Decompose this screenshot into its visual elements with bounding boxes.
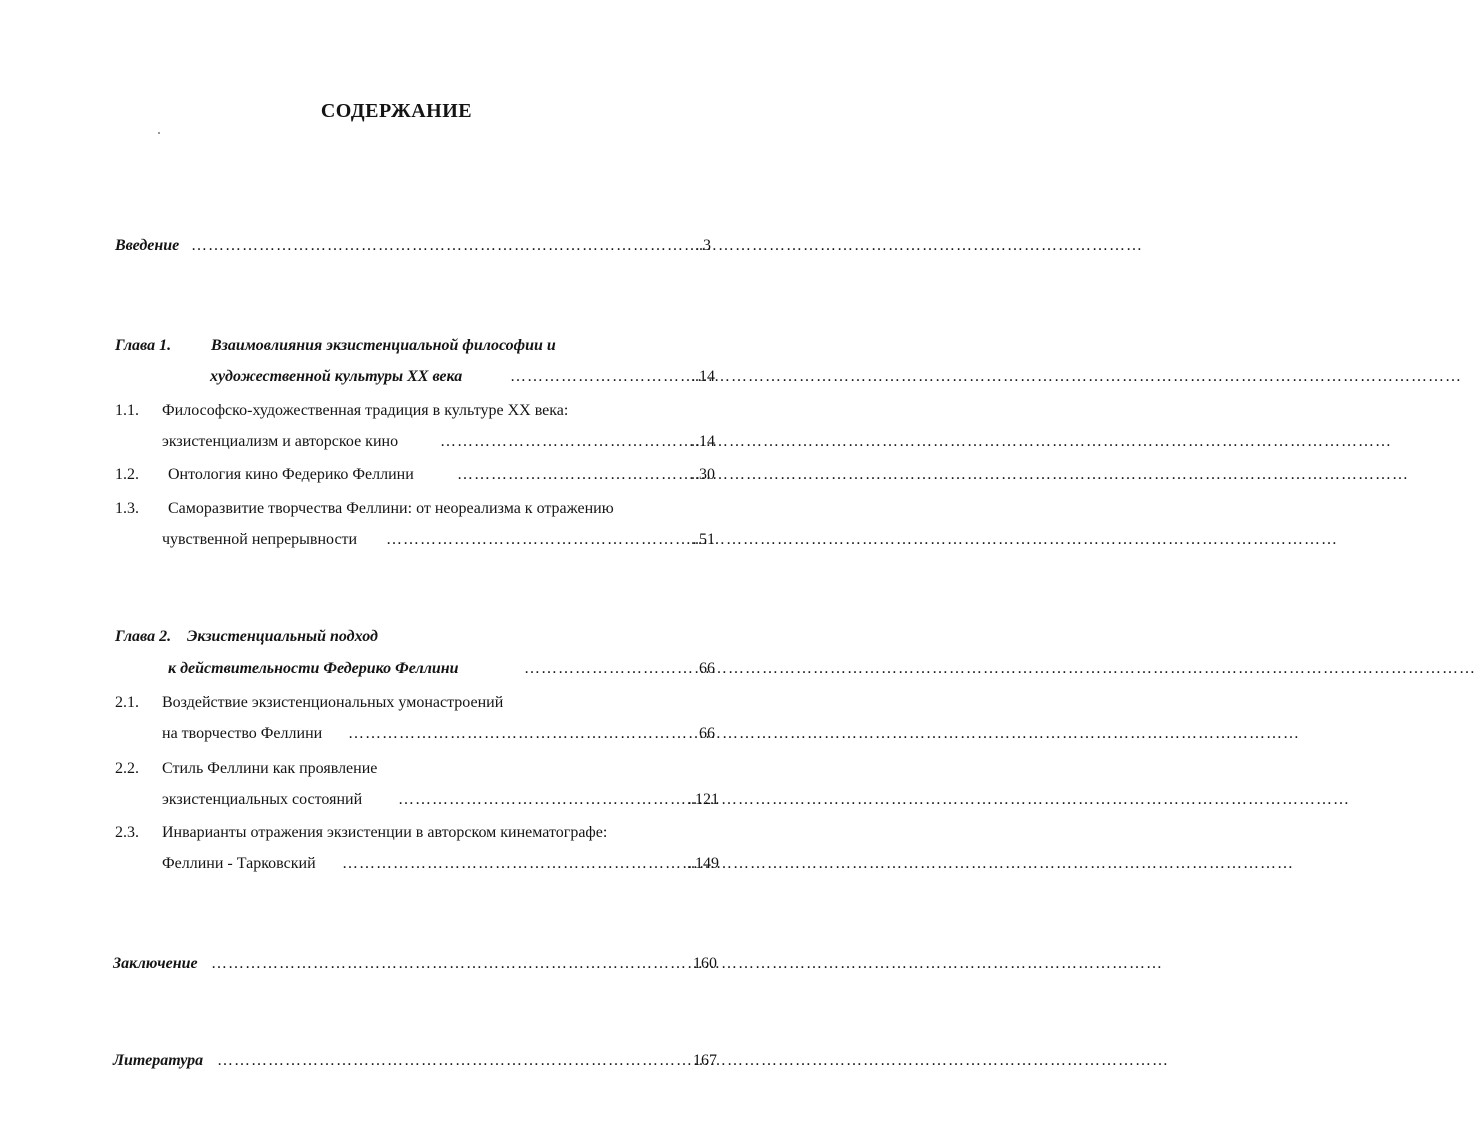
section-title-cont: Феллини - Тарковский bbox=[162, 855, 316, 872]
page-number: ..149 bbox=[687, 855, 719, 872]
toc-section-2-1-line1[interactable] bbox=[162, 690, 715, 716]
page-number: ..121 bbox=[687, 791, 719, 808]
section-number: 1.2. bbox=[115, 466, 139, 483]
toc-entry-conclusion[interactable] bbox=[113, 951, 717, 977]
toc-section-2-3-line2[interactable] bbox=[162, 851, 719, 877]
chapter-title: Взаимовлияния экзистенциальной философии и bbox=[211, 337, 556, 354]
leader-dots bbox=[440, 429, 685, 455]
section-title-cont: экзистенциальных состояний bbox=[162, 791, 363, 808]
leader-dots bbox=[510, 364, 685, 390]
toc-section-1-1-line2[interactable] bbox=[162, 429, 715, 455]
toc-entry-literature[interactable] bbox=[113, 1048, 717, 1074]
leader-dots bbox=[348, 721, 687, 747]
entry-label: Литература bbox=[113, 1052, 204, 1069]
section-title-cont: экзистенциализм и авторское кино bbox=[162, 433, 399, 450]
toc-section-1-2[interactable] bbox=[168, 462, 715, 488]
section-title: Инварианты отражения экзистенции в авторском кинематографе: bbox=[162, 824, 608, 841]
entry-label: Введение bbox=[115, 237, 180, 254]
toc-chapter-2-line2[interactable] bbox=[168, 656, 715, 682]
leader-dots bbox=[386, 527, 685, 553]
section-title: Онтология кино Федерико Феллини bbox=[168, 466, 414, 483]
chapter-title-cont: к действительности Федерико Феллини bbox=[168, 660, 459, 677]
section-number: 1.1. bbox=[115, 402, 139, 419]
page-title: СОДЕРЖАНИЕ bbox=[320, 100, 473, 122]
page-number: 66 bbox=[699, 660, 715, 677]
section-number: 2.2. bbox=[115, 760, 139, 777]
section-title: Стиль Феллини как проявление bbox=[162, 760, 378, 777]
leader-dots bbox=[191, 233, 691, 259]
section-number: 2.1. bbox=[115, 694, 139, 711]
page-number: 66 bbox=[699, 725, 715, 742]
toc-section-2-3-line1[interactable] bbox=[162, 820, 715, 846]
chapter-title-cont: художественной культуры XX века bbox=[210, 368, 463, 385]
leader-dots bbox=[457, 462, 685, 488]
section-title-cont: на творчество Феллини bbox=[162, 725, 323, 742]
page-number: ..30 bbox=[691, 466, 715, 483]
toc-section-1-3-line2[interactable] bbox=[162, 527, 715, 553]
section-title: Саморазвитие творчества Феллини: от неореализма к отражению bbox=[168, 500, 614, 517]
toc-chapter-1-line2[interactable] bbox=[210, 364, 715, 390]
section-number: 2.3. bbox=[115, 824, 139, 841]
leader-dots bbox=[217, 1048, 687, 1074]
leader-dots bbox=[398, 787, 681, 813]
chapter-label: Глава 1. bbox=[115, 337, 172, 354]
leader-dots bbox=[524, 656, 687, 682]
page-number: ..51 bbox=[691, 531, 715, 548]
leader-dots bbox=[211, 951, 687, 977]
page-number: ..14 bbox=[691, 368, 715, 385]
entry-label: Заключение bbox=[113, 955, 198, 972]
chapter-title: Экзистенциальный подход bbox=[187, 628, 378, 645]
toc-chapter-2-line1[interactable] bbox=[115, 624, 715, 650]
section-title-cont: чувственной непрерывности bbox=[162, 531, 358, 548]
page-number: ..14 bbox=[691, 433, 715, 450]
toc-entry-introduction[interactable] bbox=[115, 233, 715, 259]
chapter-label: Глава 2. bbox=[115, 628, 172, 645]
toc-section-2-1-line2[interactable] bbox=[162, 721, 715, 747]
toc-section-2-2-line2[interactable] bbox=[162, 787, 719, 813]
toc-section-2-2-line1[interactable] bbox=[162, 756, 715, 782]
section-title: Воздействие экзистенциональных умонастроений bbox=[162, 694, 504, 711]
page-number: 167 bbox=[693, 1052, 717, 1069]
section-number: 1.3. bbox=[115, 500, 139, 517]
scan-speck bbox=[158, 132, 160, 134]
toc-section-1-1-line1[interactable] bbox=[162, 398, 715, 424]
leader-dots bbox=[342, 851, 681, 877]
section-title: Философско-художественная традиция в культуре XX века: bbox=[162, 402, 569, 419]
toc-section-1-3-line1[interactable] bbox=[168, 496, 715, 522]
toc-chapter-1-line1[interactable] bbox=[115, 333, 715, 359]
page-number: ..3 bbox=[695, 237, 711, 254]
page-number: 160 bbox=[693, 955, 717, 972]
